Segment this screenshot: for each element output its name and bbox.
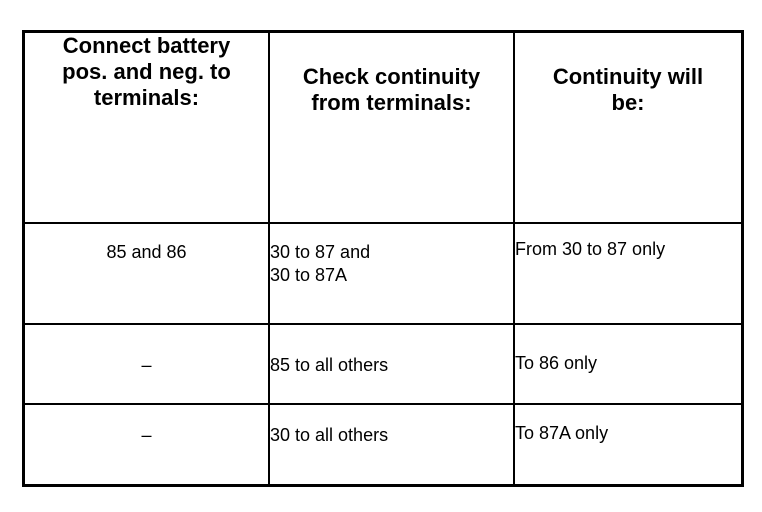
table-row bbox=[25, 223, 741, 324]
cell-result: From 30 to 87 only bbox=[514, 223, 741, 324]
header-text-line: terminals: bbox=[93, 85, 200, 110]
cell-check-line: 30 to all others bbox=[270, 425, 389, 445]
relay-continuity-table bbox=[25, 33, 741, 484]
header-check-continuity bbox=[269, 33, 514, 223]
table-row bbox=[25, 324, 741, 404]
header-text-line: be: bbox=[611, 90, 645, 115]
cell-check-line: 85 to all others bbox=[270, 355, 389, 375]
header-text-line: Continuity will bbox=[552, 64, 704, 89]
cell-connect: – bbox=[25, 324, 269, 404]
header-text-line: Check continuity bbox=[302, 64, 481, 89]
cell-result: To 87A only bbox=[514, 404, 741, 484]
cell-check bbox=[269, 223, 514, 324]
header-text-line: Connect battery bbox=[62, 33, 231, 58]
cell-connect: 85 and 86 bbox=[25, 223, 269, 324]
table-row bbox=[25, 404, 741, 484]
cell-check bbox=[269, 404, 514, 484]
cell-result: To 86 only bbox=[514, 324, 741, 404]
cell-check-line: 30 to 87 and bbox=[270, 242, 371, 262]
header-continuity-result bbox=[514, 33, 741, 223]
table-header-row bbox=[25, 33, 741, 223]
relay-continuity-table-frame bbox=[22, 30, 744, 487]
header-text-line: pos. and neg. to bbox=[62, 59, 231, 84]
cell-check bbox=[269, 324, 514, 404]
cell-connect: – bbox=[25, 404, 269, 484]
cell-check-line: 30 to 87A bbox=[270, 265, 348, 285]
header-connect-battery bbox=[25, 33, 269, 223]
header-text-line: from terminals: bbox=[311, 90, 472, 115]
